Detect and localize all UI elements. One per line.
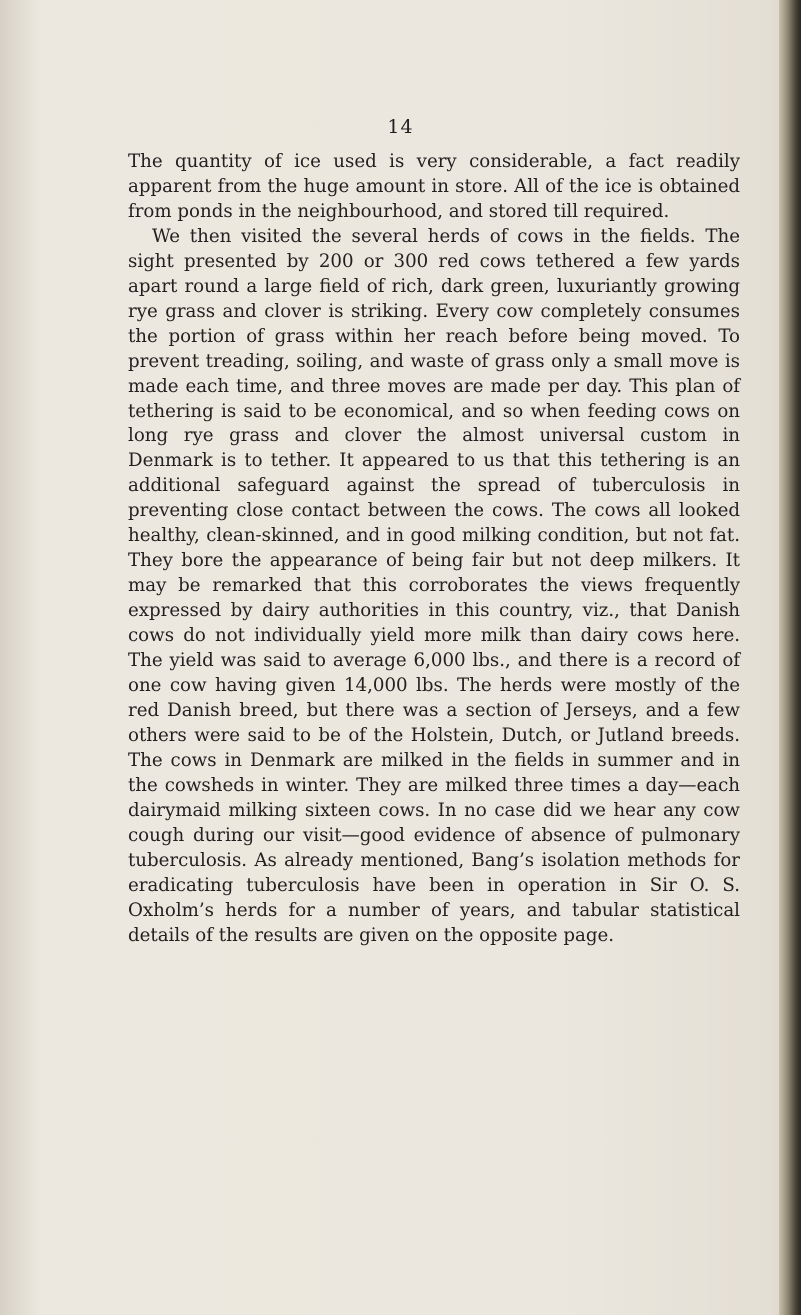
paragraph-herds: We then visited the several herds of cows in the fields. The sight presented by 200 or 300 red cows tethered a few yards apart round a large field of rich, dark green, luxuriantly growing rye grass and clover is striking. Every cow completely consumes the portion of grass within her reach before being moved. To prevent treading, soiling, and waste of grass only a small move is made each time, and three moves are made per day. This plan of tethering is said to be economical, and so when feeding cows on long rye grass and clover the almost universal custom in Denmark is to tether. It appeared to us that this tethering is an additional safeguard against the spread of tuberculosis in preventing close contact between the cows. The cows all looked healthy, clean-skinned, and in good milking condition, but not fat. They bore the appearance of being fair but not deep milkers. It may be remarked that this corroborates the views frequently expressed by dairy authorities in this country, viz., that Danish cows do not individually yield more milk than dairy cows here. The yield was said to average 6,000 lbs., and there is a record of one cow having given 14,000 lbs. The herds were mostly of the red Danish breed, but there was a section of Jerseys, and a few others were said to be of the Holstein, Dutch, or Jutland breeds. The cows in Denmark are milked in the fields in summer and in the cowsheds in winter. They are milked three times a day—each dairymaid milking sixteen cows. In no case did we hear any cow cough during our visit—good evidence of absence of pulmonary tuberculosis. As already mentioned, Bang’s isolation methods for eradicating tuberculosis have been in operation in Sir O. S. Oxholm’s herds for a number of years, and tabular statistical details of the results are given on the opposite page. [128, 225, 740, 946]
body-text [128, 150, 740, 949]
page-number: 14 [387, 116, 414, 138]
paragraph-ice: The quantity of ice used is very considerable, a fact readily apparent from the huge amount in store. All of the ice is obtained from ponds in the neighbourhood, and stored till required. [128, 151, 740, 222]
gutter-shadow [0, 0, 40, 1315]
page-edge [779, 0, 801, 1315]
